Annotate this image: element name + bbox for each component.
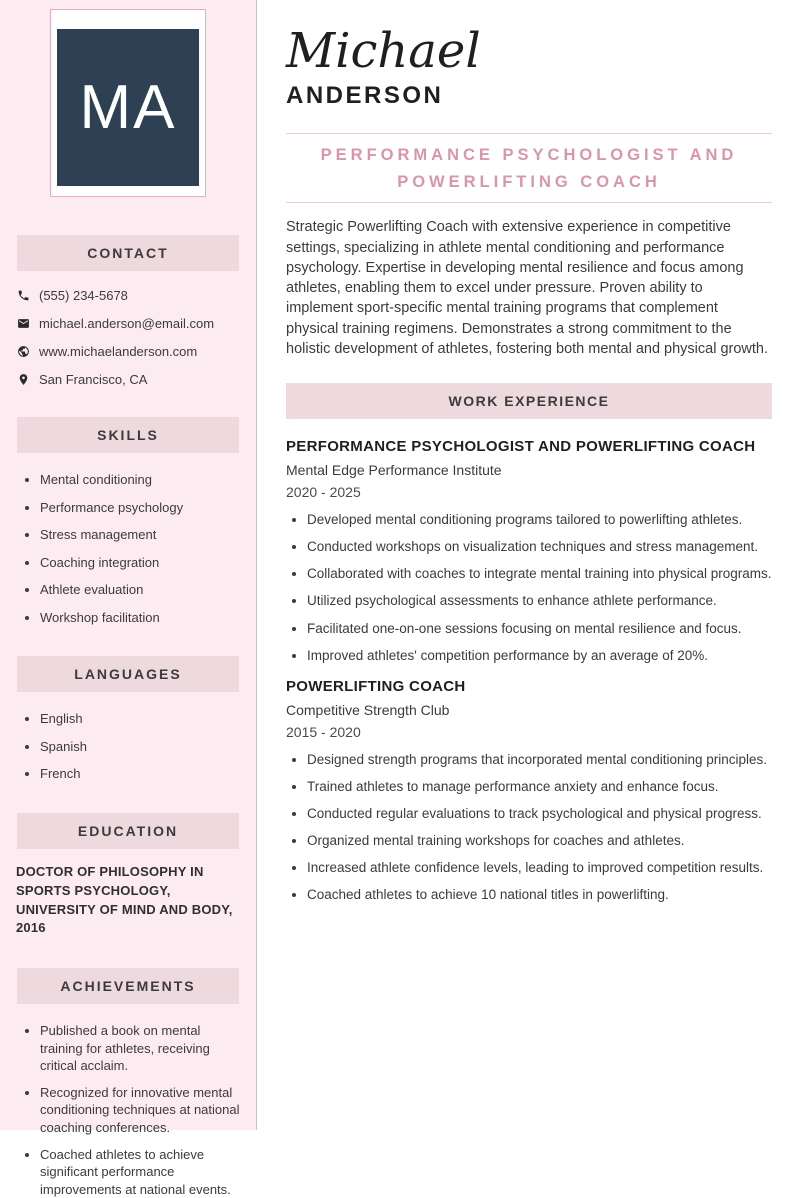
job-company: Mental Edge Performance Institute [286, 462, 502, 479]
skill-item: • Workshop facilitation [40, 609, 242, 627]
skill-item: • Coaching integration [40, 554, 242, 572]
job-dates: 2020 - 2025 [286, 484, 361, 501]
divider [286, 202, 772, 203]
job-bullet-list [286, 511, 772, 664]
bullet-item: • Conducted workshops on visualization techniques and stress management. [307, 538, 772, 556]
job-title: PERFORMANCE PSYCHOLOGIST AND POWERLIFTING COACH [286, 438, 756, 456]
contact-item-phone [17, 288, 242, 303]
skill-item: • Performance psychology [40, 499, 242, 517]
location-icon [17, 373, 30, 386]
bullet-item: • Improved athletes' competition performance by an average of 20%. [307, 647, 772, 665]
first-name: Michael [286, 23, 481, 79]
bullet-item: • Developed mental conditioning programs tailored to powerlifting athletes. [307, 511, 772, 529]
achievements-list [30, 1022, 242, 1198]
bullet-item: • Conducted regular evaluations to track psychological and physical progress. [307, 805, 772, 823]
job-title: POWERLIFTING COACH [286, 678, 466, 696]
language-item: • Spanish [40, 738, 242, 756]
phone-icon [17, 289, 30, 302]
bullet-item: • Facilitated one-on-one sessions focusing on mental resilience and focus. [307, 620, 772, 638]
skills-list [30, 471, 242, 626]
skills-section-header: SKILLS [17, 417, 239, 453]
job-dates: 2015 - 2020 [286, 724, 361, 741]
skill-item: • Stress management [40, 526, 242, 544]
bullet-item: • Increased athlete confidence levels, leading to improved competition results. [307, 859, 772, 877]
bullet-item: • Utilized psychological assessments to enhance athlete performance. [307, 592, 772, 610]
job-entry [286, 678, 772, 904]
bullet-item: • Designed strength programs that incorporated mental conditioning principles. [307, 751, 772, 769]
language-item: • French [40, 765, 242, 783]
contact-item-website [17, 344, 242, 359]
achievement-item: • Coached athletes to achieve significant performance improvements at national events. [40, 1146, 242, 1198]
contact-item-location [17, 372, 242, 387]
last-name: ANDERSON [286, 81, 444, 109]
achievement-item: • Recognized for innovative mental conditioning techniques at national coaching conferences. [40, 1084, 242, 1137]
profile-initials: MA [79, 72, 177, 142]
email-icon [17, 317, 30, 330]
education-section-header: EDUCATION [17, 813, 239, 849]
headline-title: PERFORMANCE PSYCHOLOGIST AND POWERLIFTING COACH [320, 145, 738, 192]
education-degree: DOCTOR OF PHILOSOPHY IN SPORTS PSYCHOLOGY, UNIVERSITY OF MIND AND BODY, 2016 [16, 863, 233, 936]
contact-website-text: www.michaelanderson.com [39, 344, 198, 359]
profile-photo-frame [50, 9, 206, 197]
profile-photo [57, 29, 199, 186]
globe-icon [17, 345, 30, 358]
job-entry [286, 438, 772, 664]
bullet-item: • Organized mental training workshops for coaches and athletes. [307, 832, 772, 850]
main-content [257, 0, 800, 1130]
bullet-item: • Trained athletes to manage performance anxiety and enhance focus. [307, 778, 772, 796]
contact-email-text: michael.anderson@email.com [39, 316, 215, 331]
contact-section-header: CONTACT [17, 235, 239, 271]
contact-phone-text: (555) 234-5678 [39, 288, 128, 303]
achievements-section-header: ACHIEVEMENTS [17, 968, 239, 1004]
contact-list [17, 288, 242, 387]
contact-item-email [17, 316, 242, 331]
bullet-item: • Coached athletes to achieve 10 national titles in powerlifting. [307, 886, 772, 904]
job-company: Competitive Strength Club [286, 702, 450, 719]
skill-item: • Mental conditioning [40, 471, 242, 489]
languages-section-header: LANGUAGES [17, 656, 239, 692]
skill-item: • Athlete evaluation [40, 581, 242, 599]
summary-paragraph: Strategic Powerlifting Coach with extensive experience in competitive settings, specializing in athlete mental conditioning and performance psychology. Expertise in developing mental resilience and focus among athletes, enabling them to excel under pressure. Proven ability to implement sport-specific mental training programs that complement physical training regimens. Demonstrates a strong commitment to the holistic development of athletes, fostering both mental and physical growth. [286, 219, 768, 358]
job-bullet-list [286, 751, 772, 904]
contact-location-text: San Francisco, CA [39, 372, 148, 387]
bullet-item: • Collaborated with coaches to integrate mental training into physical programs. [307, 565, 772, 583]
work-experience-header: WORK EXPERIENCE [286, 383, 772, 419]
achievement-item: • Published a book on mental training for athletes, receiving critical acclaim. [40, 1022, 242, 1075]
sidebar [0, 0, 257, 1197]
languages-list [30, 710, 242, 783]
language-item: • English [40, 710, 242, 728]
